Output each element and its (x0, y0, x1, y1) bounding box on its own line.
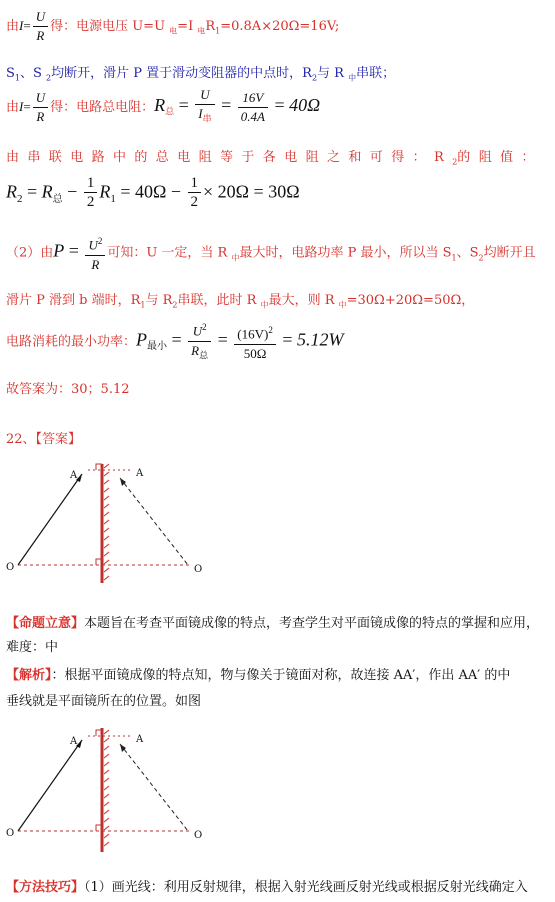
value-20: × 20Ω (203, 181, 250, 202)
frac-den-r: R (36, 108, 45, 124)
reflected-ray (120, 744, 188, 831)
mirror-diagram-1 (0, 458, 240, 588)
line6-tail: 均断开且 (483, 245, 536, 261)
symbol-r1: R (99, 181, 111, 202)
label-o: O (6, 828, 15, 839)
q22-heading-text: 22、【答案】 (6, 432, 82, 447)
text-r: R (205, 19, 216, 34)
line6-text: 可知：U 一定，当 R (107, 245, 232, 261)
label-o: O (6, 562, 15, 573)
value-40: 40Ω (134, 181, 167, 202)
line6-text2: 最大时，电路功率 P 最小，所以当 S (239, 245, 452, 261)
frac-num-u2: U (195, 86, 214, 105)
symbol-i: I (19, 98, 24, 114)
frac-num-u: U (33, 8, 48, 27)
difficulty-line (6, 636, 58, 655)
answer-line (6, 378, 130, 397)
sep: 、S (20, 66, 47, 81)
analysis-line-2 (6, 690, 201, 709)
analysis-text-2: 垂线就是平面镜所在的位置。如图 (6, 694, 202, 709)
text-tail: =0.8A×20Ω=16V; (220, 19, 340, 34)
frac-den-r: R (36, 28, 45, 43)
mirror-hatch (104, 464, 109, 580)
symbol-u: U (192, 323, 203, 339)
exp-2: 2 (202, 322, 207, 332)
intent-text: 本题旨在考查平面镜成像的特点，考查学生对平面镜成像的特点的掌握和应用， (84, 616, 540, 631)
sub-total: 总 (165, 107, 175, 118)
frac-den-50: 50Ω (243, 346, 267, 362)
line4-text: 由串联电路中的总电阻等于各电阻之和可得：R (6, 150, 453, 165)
analysis-line (6, 664, 510, 683)
line7-text: 滑片 P 滑到 b 端时，R (6, 293, 141, 308)
line6-text3: 、S (456, 245, 479, 261)
line2-tail: 串联； (356, 66, 396, 81)
symbol-r: R (91, 257, 100, 273)
line2-mid: 均断开，滑片 P 置于滑动变阻器的中点时，R (51, 66, 312, 81)
text-line-2 (6, 62, 395, 84)
line7-mid: 与 R (145, 293, 173, 308)
sub-total: 总 (199, 351, 209, 362)
line6-prefix: （2）由 (6, 245, 54, 261)
half-den: 2 (86, 194, 95, 210)
rmid-sub: 中 (231, 253, 240, 263)
label-a-prime: A (136, 468, 144, 479)
text-total: 得：电路总电阻： (50, 99, 155, 115)
text-prefix: 由 (6, 99, 20, 115)
equation-line-1: 由I= $\frac{U}{R}$ 得：电源电压 U=U $_电$=I $_电R_1=0.8A\times 20\Omega=16V$; (6, 9, 340, 43)
label-o-prime: O (194, 830, 203, 841)
symbol-i: I (19, 18, 24, 33)
sub-dian-2: 电 (197, 26, 206, 36)
rmid-sub-2: 中 (338, 300, 347, 310)
symbol-i-ser: I (198, 106, 203, 121)
text-prefix: 由 (6, 19, 20, 34)
reflected-ray (120, 478, 188, 565)
sub-2: 2 (17, 193, 23, 206)
s1-sub: 1 (14, 73, 20, 83)
line7-tail: =30Ω+20Ω=50Ω， (346, 293, 475, 308)
q22-heading (6, 428, 81, 447)
method-tag: 【方法技巧】 (6, 880, 85, 895)
rmid-sub: 中 (260, 300, 269, 310)
sub-1: 1 (215, 26, 221, 36)
mirror-diagram-2 (0, 724, 240, 854)
intent-line (6, 612, 539, 631)
line8-text: 电路消耗的最小功率： (6, 334, 137, 350)
text-line-4 (6, 146, 543, 167)
symbol-p: P (53, 240, 65, 261)
mirror-hatch (104, 730, 109, 846)
r2-sub: 2 (452, 157, 458, 167)
r1-sub: 1 (140, 300, 146, 310)
text-voltage: 得：电源电压 U=U (50, 19, 170, 34)
equation-line-8: 电路消耗的最小功率：$P_{最小}$ = $\frac{U^2}{R_总}$ = $\frac{(16V)^2}{50\Omega}$ = 5.12W (6, 318, 344, 366)
label-a: A (70, 736, 78, 747)
equation-line-6: （2）由P = $\frac{U^2}{R}$ 可知：U 一定，当 R $_中$最大时，电路功率 P 最小，所以当 $S_1$、$S_2$均断开且 (6, 232, 536, 274)
half-num: 1 (84, 174, 98, 193)
frac-den-04a: 0.4A (240, 108, 265, 124)
exp-2: 2 (97, 236, 103, 246)
sub-ser: 串 (202, 114, 212, 125)
s1-label: S (6, 66, 15, 81)
difficulty-text: 难度：中 (6, 640, 59, 655)
symbol-p: P (136, 329, 148, 350)
analysis-text: ：根据平面镜成像的特点知，物与像关于镜面对称，故连接 AA′，作出 AA′ 的中 (51, 668, 511, 683)
label-a: A (70, 470, 78, 481)
sub-min: 最小 (147, 341, 168, 353)
result-512: 5.12W (297, 329, 344, 350)
line2-and: 与 R (317, 66, 349, 81)
symbol-u: U (88, 237, 98, 253)
line7-text2: 串联，此时 R (177, 293, 261, 308)
line7-text3: 最大，则 R (268, 293, 339, 308)
symbol-r-total: R (154, 94, 166, 115)
method-line (6, 876, 528, 895)
sub-1: 1 (110, 193, 116, 206)
rmid-sub: 中 (348, 73, 357, 83)
r2-sub: 2 (311, 73, 318, 83)
sub-total: 总 (52, 194, 63, 206)
frac-num-16v: 16V (238, 89, 268, 108)
incident-ray (18, 740, 82, 831)
sub-dian-1: 电 (169, 26, 178, 36)
symbol-r: R (191, 343, 200, 359)
s2-sub: 2 (478, 253, 484, 263)
method-text: （1）画光线：利用反射规律，根据入射光线画反射光线或根据反射光线确定入 (84, 880, 528, 895)
analysis-tag: 【解析】 (6, 668, 52, 683)
text-mid: =I (177, 19, 198, 34)
text-line-7 (6, 289, 474, 311)
frac-num-16v: (16V) (237, 326, 269, 342)
equation-line-3: 由I= $\frac{U}{R}$ 得：电路总电阻：$R_总$ = $\frac{U}{I_串}$ = $\frac{16V}{0.4A}$ = 40Ω (6, 87, 321, 125)
label-a-prime: A (136, 734, 144, 745)
incident-ray (18, 474, 82, 565)
symbol-r-total: R (41, 181, 53, 202)
symbol-r2: R (6, 181, 17, 202)
answer-text: 故答案为：30；5.12 (6, 382, 130, 397)
result-40: 40Ω (289, 94, 321, 115)
r2-sub: 2 (172, 300, 178, 310)
s1-sub: 1 (451, 253, 457, 263)
line4-tail: 的阻值： (457, 150, 543, 165)
equation-line-5: $R_2 = R_总$ − $\frac{1}{2}$ $R_1 = 40\Omega$ − $\frac{1}{2}$ × 20Ω = 30Ω (6, 175, 300, 210)
intent-tag: 【命题立意】 (6, 616, 85, 631)
label-o-prime: O (194, 564, 203, 575)
result-30: 30Ω (268, 181, 300, 202)
s2-sub: 2 (46, 73, 52, 83)
frac-num-u: U (33, 89, 48, 108)
